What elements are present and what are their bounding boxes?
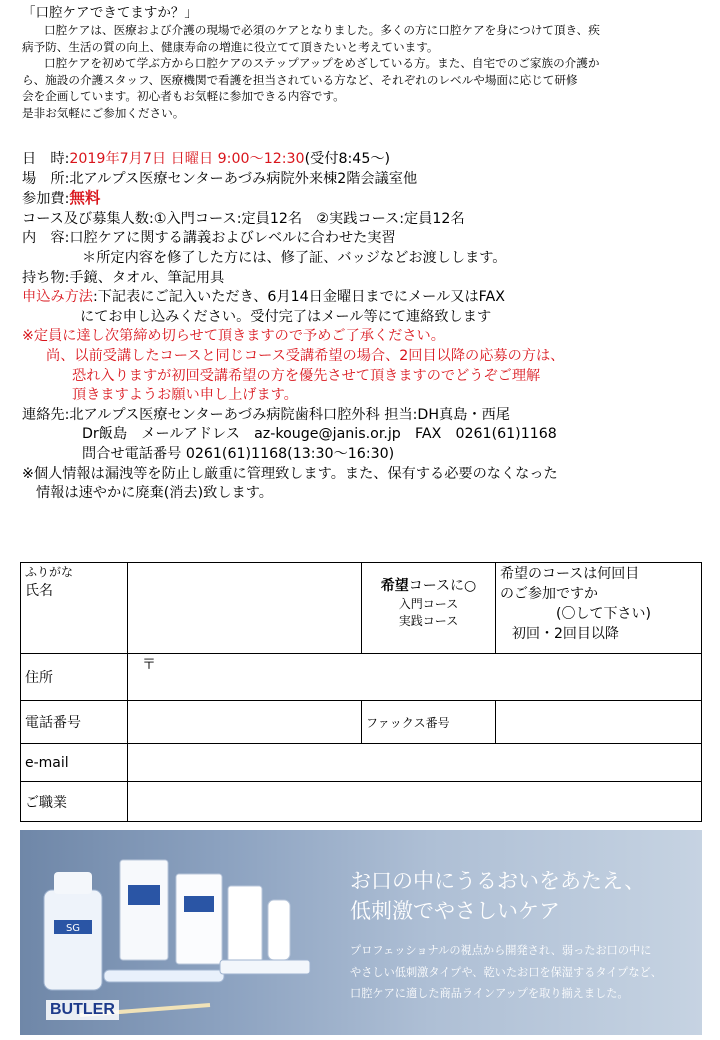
box-shape	[120, 860, 168, 960]
course-option-beginner[interactable]: 入門コース	[398, 597, 459, 611]
attendance-options[interactable]: 初回・2回目以降	[512, 626, 619, 642]
privacy-note: 情報は速やかに廃棄(消去)致します。	[36, 485, 273, 502]
notice-repeat: 恐れ入りますが初回受講希望の方を優先させて頂きますのでどうぞご理解	[72, 367, 541, 384]
apply-value: :下記表にご記入いただき、6月14日金曜日までにメール又はFAX	[92, 289, 505, 306]
event-info	[22, 150, 712, 504]
product-banner	[20, 830, 702, 1035]
banner-body-line: やさしい低刺激タイプや、乾いたお口を保湿するタイプなど、	[350, 965, 662, 979]
bottle-label-text: SG	[65, 923, 81, 934]
postal-mark: 〒	[142, 657, 156, 673]
banner-headline-line: 低刺激でやさしいケア	[350, 899, 560, 923]
banner-headline-line: お口の中にうるおいをあたえ、	[350, 869, 646, 893]
banner-body-line: プロフェッショナルの視点から開発され、弱ったお口の中に	[350, 944, 652, 957]
intro-paragraph: 会を企画しています。初心者もお気軽に参加できる内容です。	[22, 89, 345, 104]
fee-label: 参加費:	[22, 191, 70, 208]
intro-section	[22, 4, 702, 122]
address-label: 住所	[21, 654, 128, 701]
fee-value: 無料	[69, 189, 101, 208]
intro-paragraph: 口腔ケアを初めて学ぶ方から口腔ケアのステップアップをめざしている方。また、自宅でのご家族の介護か	[44, 56, 600, 71]
attendance-question: のご参加ですか	[500, 586, 598, 602]
phone-label: 電話番号	[21, 701, 128, 744]
banner-body-line: 口腔ケアに適した商品ラインアップを取り揃えました。	[350, 987, 629, 1000]
apply-line	[22, 288, 712, 308]
course-select-cell[interactable]	[362, 563, 496, 654]
fax-field[interactable]	[496, 701, 702, 744]
banner-headline	[350, 866, 645, 926]
apply-label: 申込み方法	[22, 289, 93, 306]
course-line: コース及び募集人数:①入門コース:定員12名 ②実践コース:定員12名	[22, 210, 465, 227]
intro-heading: 「口腔ケアできてますか？」	[22, 5, 198, 21]
contact-line: Dr飯島 メールアドレス az-kouge@janis.or.jp FAX 0261(61)1168	[82, 426, 557, 443]
application-form	[20, 562, 702, 822]
date-line	[22, 150, 712, 170]
bottle-cap	[54, 872, 92, 894]
place-line	[22, 170, 712, 190]
name-label-cell	[21, 563, 128, 654]
attendance-instruction: (〇して下さい)	[556, 606, 651, 622]
box-label	[184, 896, 214, 912]
brush-box	[220, 960, 310, 974]
name-label: 氏名	[25, 583, 53, 599]
box-label	[128, 885, 160, 905]
intro-paragraph: ら、施設の介護スタッフ、医療機関で看護を担当されている方など、それぞれのレベルや場面に応じて研修	[22, 72, 578, 87]
box-shape	[228, 886, 262, 966]
phone-field[interactable]	[128, 701, 362, 744]
notice-deadline: ※定員に達し次第締め切らせて頂きますので予めご了承ください。	[22, 328, 445, 345]
course-heading-rest: コースに○	[408, 578, 477, 594]
intro-paragraph: 病予防、生活の質の向上、健康寿命の増進に役立てて頂きたいと考えています。	[22, 39, 439, 54]
address-field[interactable]	[128, 654, 702, 701]
box-shape	[176, 874, 222, 964]
email-field[interactable]	[128, 744, 702, 782]
date-value: 2019年7月7日 日曜日 9:00～12:30	[69, 151, 305, 167]
job-field[interactable]	[128, 782, 702, 822]
place-value: 北アルプス医療センターあづみ病院外来棟2階会議室他	[69, 170, 418, 187]
bottle-shape	[44, 890, 102, 990]
contact-line: 問合せ電話番号 0261(61)1168(13:30～16:30)	[82, 445, 395, 462]
notice-repeat: 尚、以前受講したコースと同じコース受講希望の場合、2回目以降の応募の方は、	[46, 347, 565, 364]
date-reception: (受付8:45～)	[304, 151, 391, 167]
content-label: 内 容:	[22, 230, 70, 247]
place-label: 場 所:	[22, 170, 70, 187]
furigana-label: ふりがな	[25, 565, 74, 579]
name-field[interactable]	[128, 563, 362, 654]
content-note: ＊所定内容を修了した方には、修了証、バッジなどお渡しします。	[82, 249, 507, 266]
date-label: 日 時:	[22, 151, 70, 167]
butler-logo: BUTLER	[46, 1000, 119, 1020]
fax-label: ファックス番号	[362, 701, 496, 744]
course-heading	[366, 575, 491, 595]
course-option-practical[interactable]: 実践コース	[398, 614, 459, 628]
attendance-question: 希望のコースは何回目	[500, 566, 640, 582]
fee-line	[22, 189, 712, 210]
privacy-note: ※個人情報は漏洩等を防止し厳重に管理致します。また、保有する必要のなくなった	[22, 465, 558, 482]
notice-repeat: 頂きますようお願い申し上げます。	[72, 387, 298, 404]
contact-line: 連絡先:北アルプス医療センターあづみ病院歯科口腔外科 担当:DH真島・西尾	[22, 406, 510, 423]
tube-shape	[104, 970, 224, 982]
intro-paragraph: 口腔ケアは、医療および介護の現場で必須のケアとなりました。多くの方に口腔ケアを身につけて頂き、疾	[44, 23, 600, 37]
attendance-count-cell[interactable]	[496, 563, 702, 654]
content-line	[22, 229, 712, 249]
banner-body	[350, 940, 662, 1005]
bring-line: 持ち物:手鏡、タオル、筆記用具	[22, 269, 225, 286]
content-value: 口腔ケアに関する講義およびレベルに合わせた実習	[69, 230, 396, 247]
course-heading-bold: 希望	[380, 578, 409, 594]
job-label: ご職業	[21, 782, 128, 822]
intro-paragraph: 是非お気軽にご参加ください。	[22, 105, 185, 120]
spray-shape	[268, 900, 290, 960]
email-label: e-mail	[21, 744, 128, 782]
apply-value-2: にてお申し込みください。受付完了はメール等にて連絡致します	[80, 308, 492, 325]
